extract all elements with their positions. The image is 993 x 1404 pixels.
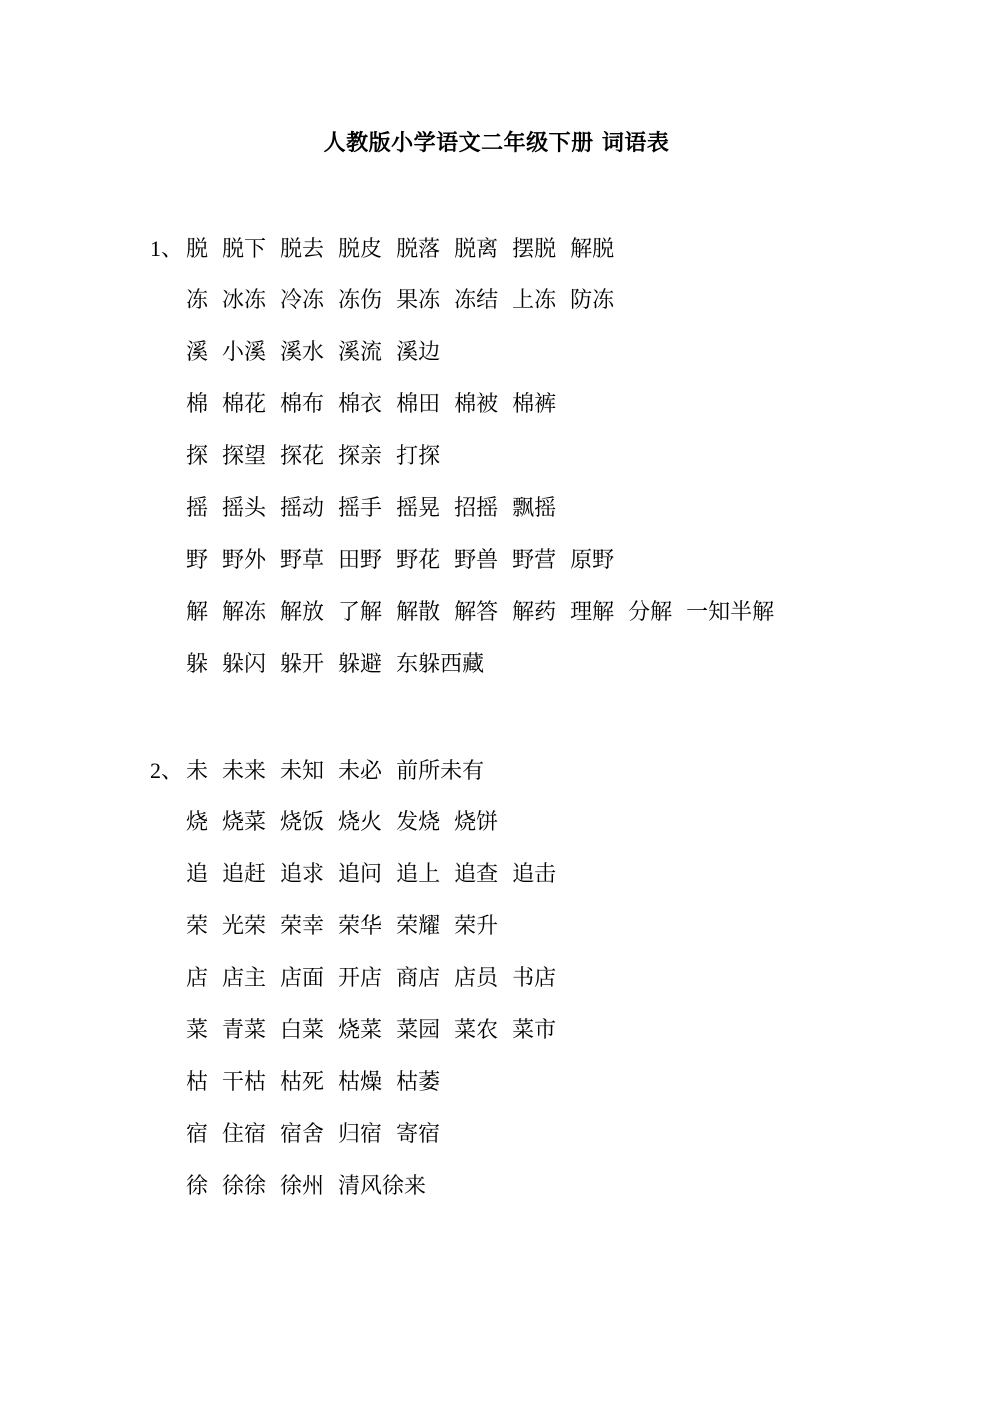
vocab-word: 枯萎 [396, 1070, 441, 1095]
vocab-word: 冻伤 [338, 288, 383, 313]
vocab-word: 田野 [338, 548, 383, 573]
vocab-row [150, 1118, 950, 1170]
vocab-character: 枯 [186, 1070, 209, 1095]
vocab-word: 荣幸 [280, 914, 325, 939]
vocab-word: 解放 [280, 600, 325, 625]
vocab-word: 解答 [454, 600, 499, 625]
vocab-word: 前所未有 [396, 759, 485, 784]
vocab-row [150, 858, 950, 910]
vocab-row [150, 492, 950, 544]
vocab-word: 野外 [222, 548, 267, 573]
vocab-word: 荣升 [454, 914, 499, 939]
vocab-word: 溪水 [280, 340, 325, 365]
vocab-character: 徐 [186, 1174, 209, 1199]
vocab-word: 上冻 [512, 288, 557, 313]
vocab-word: 烧菜 [338, 1018, 383, 1043]
vocab-character: 野 [186, 548, 209, 573]
vocab-word: 未必 [338, 759, 383, 784]
vocab-word: 一知半解 [686, 600, 775, 625]
vocab-word: 探望 [222, 444, 267, 469]
vocab-word: 摇手 [338, 496, 383, 521]
vocab-word: 清风徐来 [338, 1174, 427, 1199]
vocab-word: 野营 [512, 548, 557, 573]
vocab-word: 未知 [280, 759, 325, 784]
vocab-row [150, 284, 950, 336]
vocab-word: 溪边 [396, 340, 441, 365]
vocab-word: 书店 [512, 966, 557, 991]
vocab-word: 棉裤 [512, 392, 557, 417]
vocab-word: 原野 [570, 548, 615, 573]
vocab-section-2 [150, 754, 950, 1222]
vocab-word: 菜农 [454, 1018, 499, 1043]
vocab-word: 分解 [628, 600, 673, 625]
vocab-word: 棉田 [396, 392, 441, 417]
vocab-word: 野草 [280, 548, 325, 573]
vocab-row [150, 910, 950, 962]
vocab-word: 了解 [338, 600, 383, 625]
vocab-word: 东躲西藏 [396, 652, 485, 677]
vocab-word: 烧饭 [280, 810, 325, 835]
vocab-word: 徐州 [280, 1174, 325, 1199]
vocab-row [150, 232, 950, 284]
vocab-character: 解 [186, 600, 209, 625]
vocab-word: 荣华 [338, 914, 383, 939]
vocab-word: 探亲 [338, 444, 383, 469]
vocab-character: 宿 [186, 1122, 209, 1147]
vocab-word: 解散 [396, 600, 441, 625]
vocab-word: 光荣 [222, 914, 267, 939]
vocab-word: 冰冻 [222, 288, 267, 313]
vocab-word: 摆脱 [512, 237, 557, 262]
vocab-row [150, 388, 950, 440]
vocab-row [150, 754, 950, 806]
page-title: 人教版小学语文二年级下册 词语表 [323, 131, 670, 156]
vocab-word: 追查 [454, 862, 499, 887]
vocab-word: 开店 [338, 966, 383, 991]
vocab-character: 烧 [186, 810, 209, 835]
vocab-word: 果冻 [396, 288, 441, 313]
vocab-word: 商店 [396, 966, 441, 991]
vocab-word: 店面 [280, 966, 325, 991]
section-number: 1、 [150, 236, 184, 261]
vocab-word: 烧饼 [454, 810, 499, 835]
vocab-word: 寄宿 [396, 1122, 441, 1147]
vocab-word: 摇晃 [396, 496, 441, 521]
vocab-word: 追赶 [222, 862, 267, 887]
vocab-word: 小溪 [222, 340, 267, 365]
vocab-character: 荣 [186, 914, 209, 939]
vocab-character: 脱 [186, 237, 209, 262]
vocab-word: 棉被 [454, 392, 499, 417]
vocab-character: 躲 [186, 652, 209, 677]
vocab-word: 追上 [396, 862, 441, 887]
vocab-word: 青菜 [222, 1018, 267, 1043]
vocab-word: 溪流 [338, 340, 383, 365]
vocab-word: 脱下 [222, 237, 267, 262]
vocab-character: 未 [186, 759, 209, 784]
vocab-word: 脱皮 [338, 237, 383, 262]
vocab-word: 烧火 [338, 810, 383, 835]
vocab-word: 理解 [570, 600, 615, 625]
vocab-word: 解脱 [570, 237, 615, 262]
vocab-word: 打探 [396, 444, 441, 469]
vocab-word: 荣耀 [396, 914, 441, 939]
vocab-word: 棉花 [222, 392, 267, 417]
vocab-word: 躲避 [338, 652, 383, 677]
vocab-character: 冻 [186, 288, 209, 313]
vocab-word: 干枯 [222, 1070, 267, 1095]
vocab-word: 飘摇 [512, 496, 557, 521]
vocab-word: 冷冻 [280, 288, 325, 313]
vocab-word: 白菜 [280, 1018, 325, 1043]
vocab-row [150, 648, 950, 700]
vocab-character: 探 [186, 444, 209, 469]
vocab-word: 解药 [512, 600, 557, 625]
vocab-word: 枯死 [280, 1070, 325, 1095]
vocab-word: 摇头 [222, 496, 267, 521]
vocab-word: 野花 [396, 548, 441, 573]
vocab-word: 菜市 [512, 1018, 557, 1043]
vocab-word: 躲开 [280, 652, 325, 677]
vocab-row [150, 596, 950, 648]
vocab-character: 追 [186, 862, 209, 887]
vocab-word: 徐徐 [222, 1174, 267, 1199]
vocab-character: 菜 [186, 1018, 209, 1043]
vocab-word: 追问 [338, 862, 383, 887]
vocab-character: 棉 [186, 392, 209, 417]
vocab-character: 溪 [186, 340, 209, 365]
vocab-word: 棉衣 [338, 392, 383, 417]
vocab-row [150, 806, 950, 858]
section-number: 2、 [150, 758, 184, 783]
vocab-word: 住宿 [222, 1122, 267, 1147]
vocab-word: 探花 [280, 444, 325, 469]
vocab-word: 脱落 [396, 237, 441, 262]
vocab-word: 菜园 [396, 1018, 441, 1043]
vocab-word: 归宿 [338, 1122, 383, 1147]
vocab-character: 店 [186, 966, 209, 991]
vocab-word: 枯燥 [338, 1070, 383, 1095]
vocab-character: 摇 [186, 496, 209, 521]
vocab-word: 未来 [222, 759, 267, 784]
vocab-word: 店主 [222, 966, 267, 991]
vocab-word: 解冻 [222, 600, 267, 625]
vocab-row [150, 440, 950, 492]
vocab-row [150, 1014, 950, 1066]
vocab-section-1 [150, 232, 950, 700]
vocab-word: 店员 [454, 966, 499, 991]
vocab-word: 招摇 [454, 496, 499, 521]
vocab-row [150, 336, 950, 388]
vocab-word: 脱去 [280, 237, 325, 262]
vocab-word: 躲闪 [222, 652, 267, 677]
vocab-word: 冻结 [454, 288, 499, 313]
vocab-word: 追求 [280, 862, 325, 887]
vocab-word: 野兽 [454, 548, 499, 573]
vocab-row [150, 1170, 950, 1222]
vocab-word: 脱离 [454, 237, 499, 262]
vocab-row [150, 544, 950, 596]
vocab-word: 防冻 [570, 288, 615, 313]
vocab-row [150, 1066, 950, 1118]
vocab-word: 追击 [512, 862, 557, 887]
vocab-word: 宿舍 [280, 1122, 325, 1147]
vocab-word: 发烧 [396, 810, 441, 835]
vocab-word: 棉布 [280, 392, 325, 417]
vocab-word: 烧菜 [222, 810, 267, 835]
vocab-row [150, 962, 950, 1014]
vocab-word: 摇动 [280, 496, 325, 521]
